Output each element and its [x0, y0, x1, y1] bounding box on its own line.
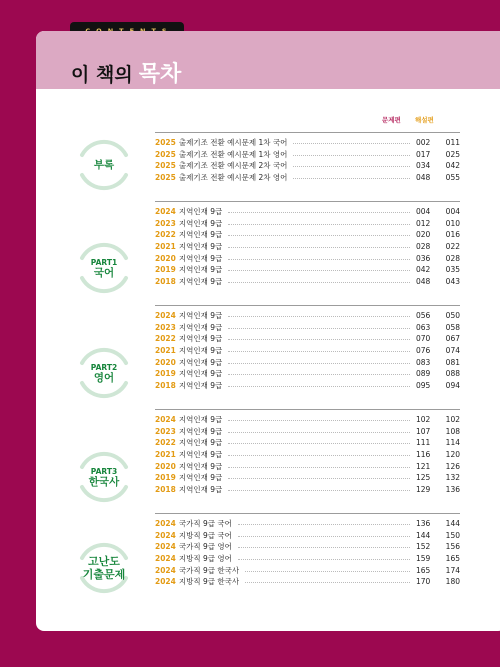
section-label-line: 국어	[93, 266, 115, 279]
leader-dots	[238, 559, 410, 560]
entry-page-problem: 036	[416, 253, 431, 263]
section-label-line: 기출문제	[82, 568, 126, 581]
entry-title: 지방직 9급 한국사	[178, 577, 240, 587]
section-entries-4	[155, 513, 460, 588]
toc-entry[interactable]	[155, 380, 460, 392]
entry-title: 출제기조 전환 예시문제 1차 영어	[178, 149, 288, 159]
toc-entry[interactable]	[155, 437, 460, 449]
leader-dots	[238, 524, 410, 525]
entry-page-solution: 180	[445, 577, 460, 587]
section-entries-3	[155, 409, 460, 495]
leader-dots	[238, 536, 410, 537]
entry-year: 2018	[155, 276, 176, 286]
entry-title: 지역인재 9급	[178, 346, 223, 356]
entry-page-solution: 132	[445, 473, 460, 483]
entry-page-solution: 156	[445, 542, 460, 552]
entry-page-problem: 165	[416, 565, 431, 575]
entry-page-solution: 022	[445, 242, 460, 252]
entry-title: 출제기조 전환 예시문제 2차 국어	[178, 161, 288, 171]
entry-title: 지역인재 9급	[178, 242, 223, 252]
entry-page-problem: 089	[416, 369, 431, 379]
entry-title: 지역인재 9급	[178, 450, 223, 460]
entry-page-solution: 174	[445, 565, 460, 575]
entry-year: 2024	[155, 565, 176, 575]
toc-entry[interactable]	[155, 172, 460, 184]
toc-entry[interactable]	[155, 460, 460, 472]
entry-page-problem: 121	[416, 461, 431, 471]
entry-year: 2020	[155, 253, 176, 263]
toc-card	[36, 31, 500, 631]
toc-entry[interactable]	[155, 518, 460, 530]
toc-entry[interactable]	[155, 564, 460, 576]
entry-page-problem: 076	[416, 346, 431, 356]
leader-dots	[228, 363, 410, 364]
entry-year: 2018	[155, 380, 176, 390]
entry-year: 2019	[155, 473, 176, 483]
entry-page-solution: 028	[445, 253, 460, 263]
entry-page-problem: 004	[416, 207, 431, 217]
entry-year: 2020	[155, 357, 176, 367]
entry-year: 2025	[155, 161, 176, 171]
entry-title: 지역인재 9급	[178, 426, 223, 436]
entry-year: 2019	[155, 265, 176, 275]
entry-title: 국가직 9급 한국사	[178, 565, 240, 575]
entry-page-solution: 165	[445, 554, 460, 564]
title-accent: 목차	[138, 62, 182, 87]
entry-year: 2022	[155, 438, 176, 448]
entry-year: 2024	[155, 519, 176, 529]
leader-dots	[293, 178, 410, 179]
section-label-4	[74, 538, 134, 598]
entry-year: 2025	[155, 149, 176, 159]
section-label-1	[74, 238, 134, 298]
entry-page-solution: 050	[445, 311, 460, 321]
leader-dots	[228, 316, 410, 317]
leader-dots	[228, 351, 410, 352]
entry-page-problem: 102	[416, 415, 431, 425]
column-head-problem: 문제편	[382, 116, 401, 124]
toc-entry[interactable]	[155, 218, 460, 230]
entry-title: 지역인재 9급	[178, 311, 223, 321]
entry-title: 지역인재 9급	[178, 380, 223, 390]
toc-entry[interactable]	[155, 310, 460, 322]
entry-page-solution: 114	[445, 438, 460, 448]
page-title	[71, 57, 181, 88]
entry-page-solution: 058	[445, 322, 460, 332]
entry-year: 2025	[155, 138, 176, 148]
leader-dots	[228, 259, 410, 260]
entry-page-solution: 136	[445, 484, 460, 494]
entry-year: 2020	[155, 461, 176, 471]
column-head-solution: 해설편	[415, 116, 434, 124]
leader-dots	[228, 212, 410, 213]
section-label-line: 한국사	[88, 475, 120, 488]
entry-page-solution: 126	[445, 461, 460, 471]
section-label-line: 영어	[93, 371, 115, 384]
section-entries-1	[155, 201, 460, 287]
leader-dots	[228, 490, 410, 491]
entry-title: 지역인재 9급	[178, 334, 223, 344]
section-label-line: 고난도	[88, 555, 120, 568]
entry-page-solution: 055	[445, 173, 460, 183]
entry-title: 지방직 9급 국어	[178, 530, 232, 540]
leader-dots	[293, 166, 410, 167]
entry-title: 국가직 9급 영어	[178, 542, 232, 552]
toc-entry[interactable]	[155, 229, 460, 241]
entry-page-problem: 111	[416, 438, 431, 448]
leader-dots	[238, 547, 410, 548]
entry-title: 국가직 9급 국어	[178, 519, 232, 529]
entry-year: 2024	[155, 554, 176, 564]
entry-page-problem: 116	[416, 450, 431, 460]
entry-title: 출제기조 전환 예시문제 1차 국어	[178, 138, 288, 148]
entry-title: 지역인재 9급	[178, 415, 223, 425]
toc-entry[interactable]	[155, 576, 460, 588]
leader-dots	[245, 582, 410, 583]
leader-dots	[228, 386, 410, 387]
leader-dots	[228, 374, 410, 375]
entry-title: 지역인재 9급	[178, 322, 223, 332]
toc-entry[interactable]	[155, 137, 460, 149]
toc-entry[interactable]	[155, 426, 460, 438]
toc-entry[interactable]	[155, 553, 460, 565]
leader-dots	[228, 339, 410, 340]
section-label-2	[74, 343, 134, 403]
leader-dots	[228, 432, 410, 433]
entry-year: 2021	[155, 242, 176, 252]
section-label-3	[74, 447, 134, 507]
section-label-0	[74, 135, 134, 195]
entry-page-solution: 043	[445, 276, 460, 286]
entry-year: 2018	[155, 484, 176, 494]
toc-entry[interactable]	[155, 345, 460, 357]
entry-title: 지역인재 9급	[178, 369, 223, 379]
entry-page-problem: 152	[416, 542, 431, 552]
toc-entry[interactable]	[155, 541, 460, 553]
leader-dots	[228, 328, 410, 329]
toc-entry[interactable]	[155, 322, 460, 334]
leader-dots	[228, 224, 410, 225]
entry-page-solution: 011	[445, 138, 460, 148]
leader-dots	[228, 420, 410, 421]
entry-page-solution: 067	[445, 334, 460, 344]
entry-page-solution: 042	[445, 161, 460, 171]
toc-entry[interactable]	[155, 333, 460, 345]
entry-page-problem: 070	[416, 334, 431, 344]
entry-title: 지역인재 9급	[178, 461, 223, 471]
entry-page-problem: 034	[416, 161, 431, 171]
entry-page-solution: 035	[445, 265, 460, 275]
entry-title: 지역인재 9급	[178, 207, 223, 217]
entry-page-problem: 170	[416, 577, 431, 587]
leader-dots	[228, 270, 410, 271]
toc-entry[interactable]	[155, 368, 460, 380]
entry-page-problem: 095	[416, 380, 431, 390]
toc-entry[interactable]	[155, 484, 460, 496]
entry-page-problem: 107	[416, 426, 431, 436]
entry-page-solution: 074	[445, 346, 460, 356]
toc-entry[interactable]	[155, 276, 460, 288]
leader-dots	[228, 247, 410, 248]
leader-dots	[228, 235, 410, 236]
entry-year: 2022	[155, 230, 176, 240]
leader-dots	[228, 478, 410, 479]
entry-page-problem: 028	[416, 242, 431, 252]
entry-title: 출제기조 전환 예시문제 2차 영어	[178, 173, 288, 183]
section-entries-2	[155, 305, 460, 391]
leader-dots	[228, 443, 410, 444]
entry-page-solution: 150	[445, 530, 460, 540]
entry-page-solution: 108	[445, 426, 460, 436]
title-main: 이 책의	[71, 64, 133, 86]
leader-dots	[228, 455, 410, 456]
entry-page-solution: 025	[445, 149, 460, 159]
entry-page-problem: 136	[416, 519, 431, 529]
entry-year: 2023	[155, 426, 176, 436]
entry-title: 지역인재 9급	[178, 276, 223, 286]
entry-page-problem: 056	[416, 311, 431, 321]
entry-title: 지역인재 9급	[178, 473, 223, 483]
toc-entry[interactable]	[155, 414, 460, 426]
toc-entry[interactable]	[155, 264, 460, 276]
entry-year: 2025	[155, 173, 176, 183]
entry-page-problem: 125	[416, 473, 431, 483]
entry-page-problem: 017	[416, 149, 431, 159]
entry-title: 지역인재 9급	[178, 230, 223, 240]
entry-year: 2022	[155, 334, 176, 344]
entry-year: 2024	[155, 530, 176, 540]
leader-dots	[293, 143, 410, 144]
entry-page-solution: 010	[445, 218, 460, 228]
entry-year: 2021	[155, 450, 176, 460]
entry-title: 지역인재 9급	[178, 438, 223, 448]
leader-dots	[228, 467, 410, 468]
entry-title: 지역인재 9급	[178, 484, 223, 494]
toc-entry[interactable]	[155, 472, 460, 484]
leader-dots	[245, 571, 410, 572]
entry-page-problem: 042	[416, 265, 431, 275]
entry-title: 지방직 9급 영어	[178, 554, 232, 564]
toc-entry[interactable]	[155, 160, 460, 172]
section-entries-0	[155, 132, 460, 183]
entry-page-solution: 016	[445, 230, 460, 240]
entry-year: 2024	[155, 311, 176, 321]
entry-page-problem: 048	[416, 276, 431, 286]
entry-page-solution: 004	[445, 207, 460, 217]
entry-page-solution: 094	[445, 380, 460, 390]
toc-entry[interactable]	[155, 149, 460, 161]
entry-year: 2023	[155, 218, 176, 228]
entry-page-problem: 159	[416, 554, 431, 564]
entry-page-solution: 081	[445, 357, 460, 367]
leader-dots	[293, 155, 410, 156]
entry-title: 지역인재 9급	[178, 253, 223, 263]
section-label-line: 부록	[93, 159, 115, 171]
entry-page-problem: 012	[416, 218, 431, 228]
entry-page-problem: 129	[416, 484, 431, 494]
entry-page-problem: 048	[416, 173, 431, 183]
toc-entry[interactable]	[155, 530, 460, 542]
entry-year: 2021	[155, 346, 176, 356]
entry-page-solution: 120	[445, 450, 460, 460]
section-label-line: PART2	[90, 362, 118, 372]
entry-page-problem: 063	[416, 322, 431, 332]
entry-page-problem: 020	[416, 230, 431, 240]
toc-entry[interactable]	[155, 206, 460, 218]
entry-title: 지역인재 9급	[178, 218, 223, 228]
entry-page-solution: 088	[445, 369, 460, 379]
toc-entry[interactable]	[155, 241, 460, 253]
toc-entry[interactable]	[155, 356, 460, 368]
entry-year: 2019	[155, 369, 176, 379]
entry-year: 2023	[155, 322, 176, 332]
entry-title: 지역인재 9급	[178, 265, 223, 275]
entry-page-problem: 002	[416, 138, 431, 148]
entry-year: 2024	[155, 577, 176, 587]
entry-page-problem: 144	[416, 530, 431, 540]
entry-title: 지역인재 9급	[178, 357, 223, 367]
section-label-line: PART3	[90, 466, 118, 476]
entry-page-solution: 102	[445, 415, 460, 425]
leader-dots	[228, 282, 410, 283]
entry-year: 2024	[155, 542, 176, 552]
entry-year: 2024	[155, 207, 176, 217]
toc-entry[interactable]	[155, 252, 460, 264]
entry-year: 2024	[155, 415, 176, 425]
section-label-line: PART1	[90, 257, 118, 267]
toc-entry[interactable]	[155, 449, 460, 461]
entry-page-problem: 083	[416, 357, 431, 367]
entry-page-solution: 144	[445, 519, 460, 529]
